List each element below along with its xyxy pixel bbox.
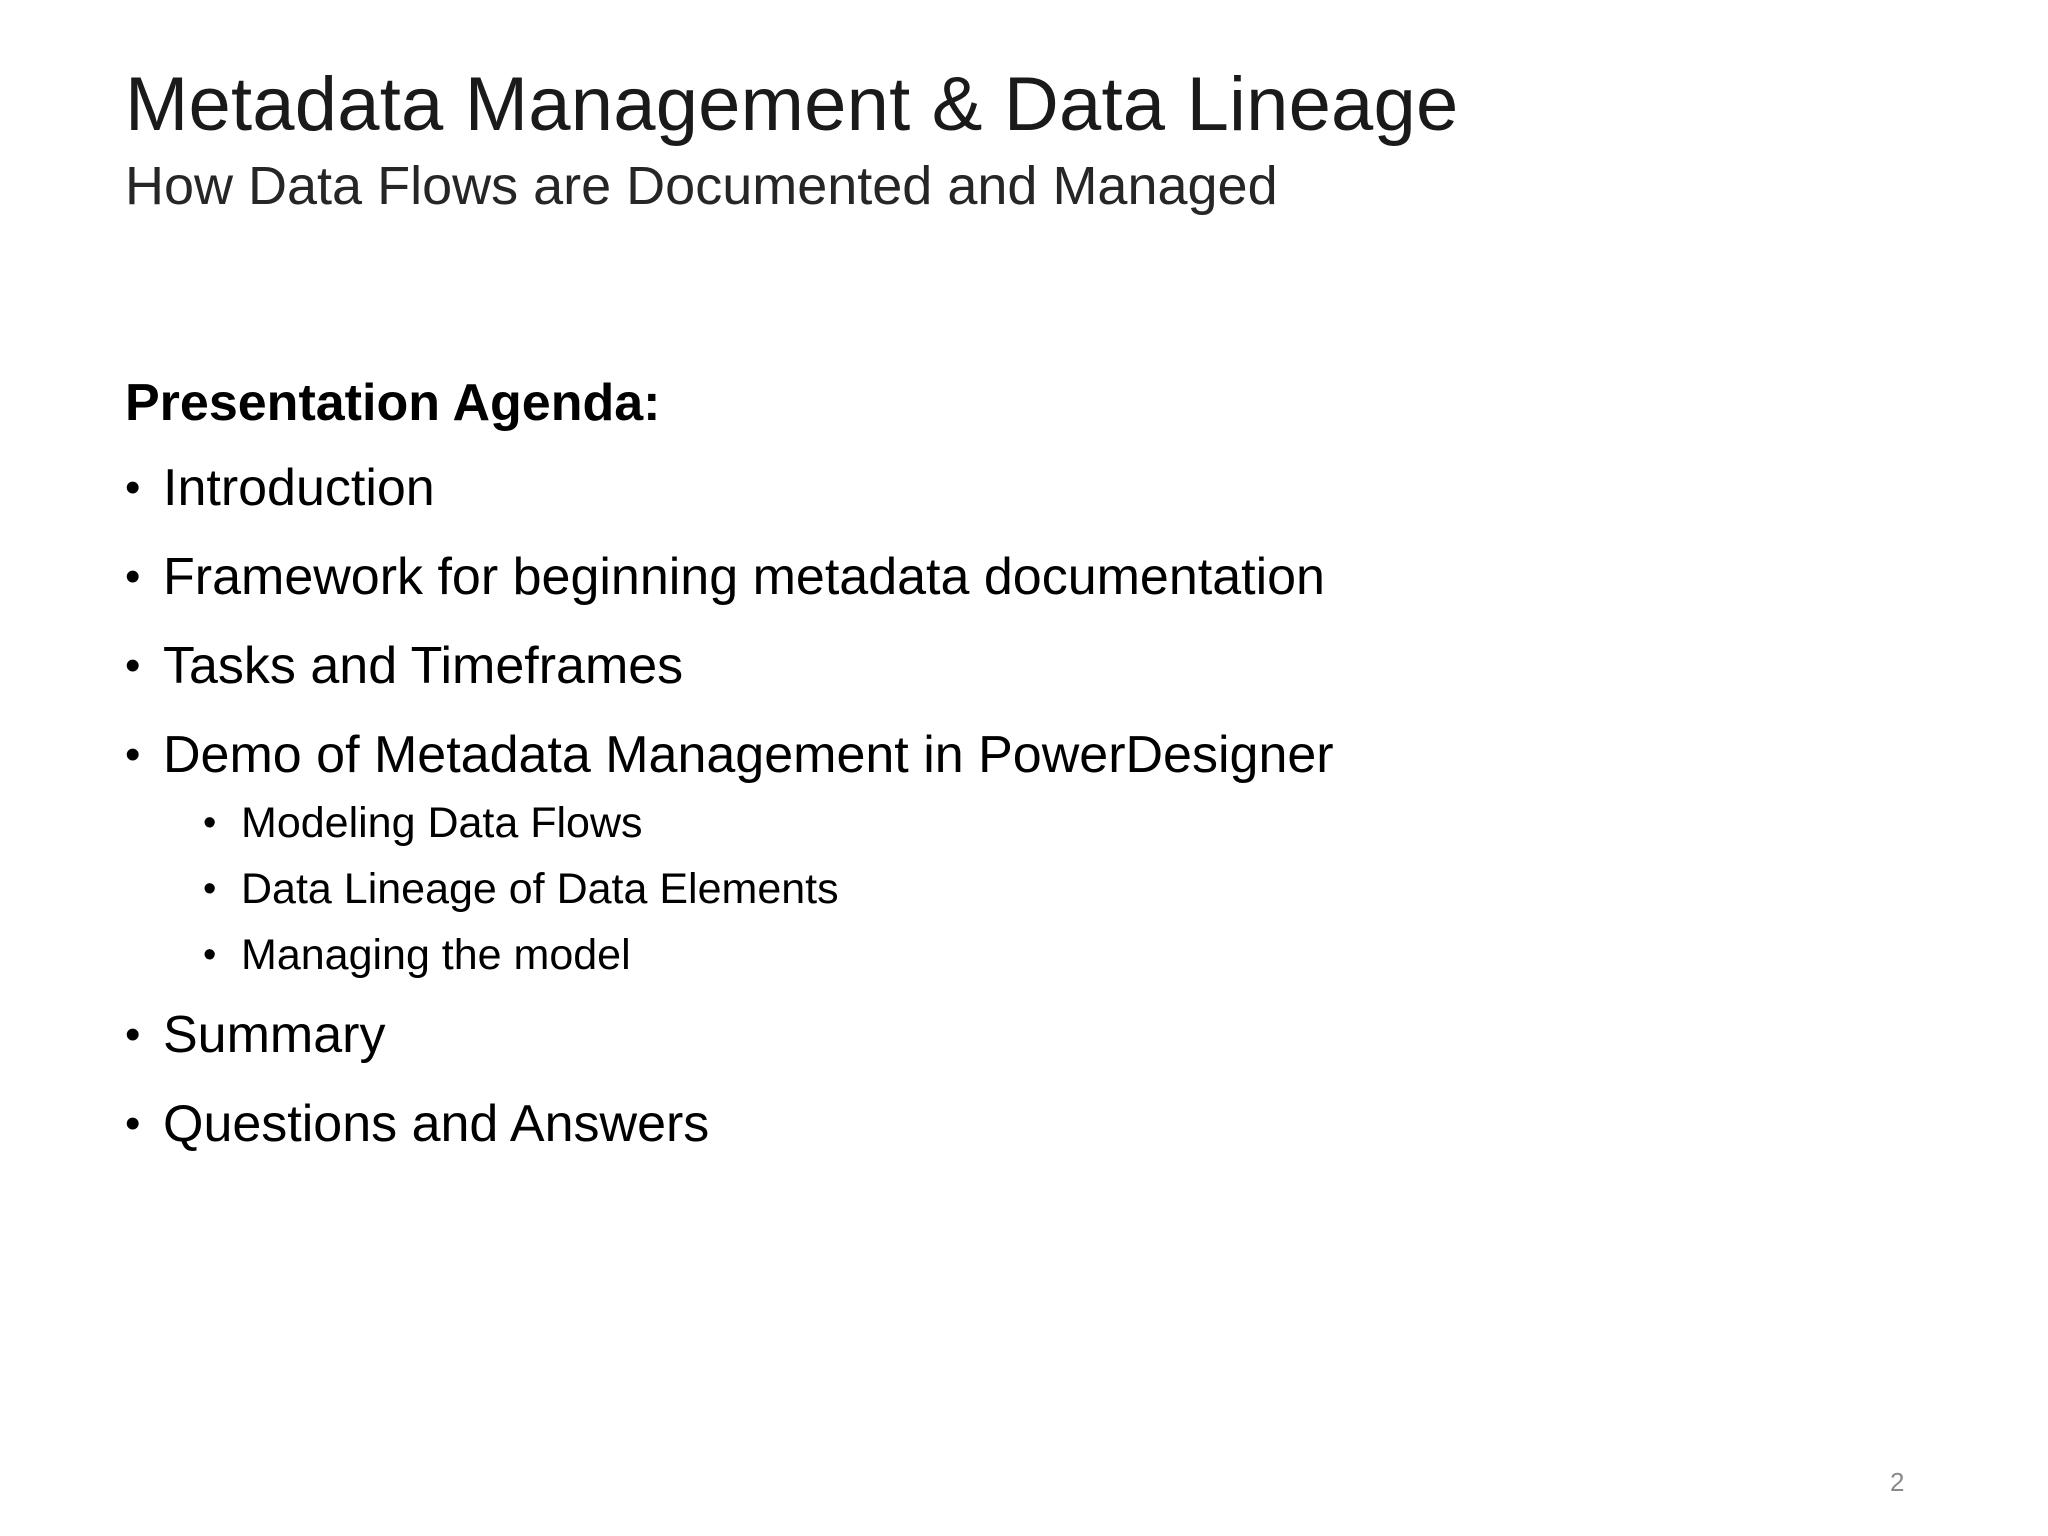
- slide-title: Metadata Management & Data Lineage: [125, 62, 1459, 147]
- agenda-item: [125, 633, 1334, 699]
- agenda-subitem: [125, 790, 1334, 856]
- agenda-item: [125, 722, 1334, 988]
- page-number: 2: [1890, 1467, 1905, 1497]
- agenda-item: [125, 544, 1334, 610]
- agenda-item-label: Introduction: [163, 459, 435, 517]
- agenda-item: [125, 1002, 1334, 1068]
- agenda-item: [125, 1091, 1334, 1157]
- agenda-subitem-label: Managing the model: [241, 931, 631, 979]
- agenda-subitem-label: Modeling Data Flows: [241, 799, 643, 847]
- bullet-icon: •: [125, 730, 141, 779]
- bullet-icon: •: [125, 463, 141, 512]
- bullet-icon: •: [125, 552, 141, 601]
- bullet-icon: •: [203, 868, 217, 910]
- bullet-icon: •: [125, 641, 141, 690]
- agenda-item-label: Demo of Metadata Management in PowerDesigner: [163, 726, 1334, 784]
- agenda-item-label: Tasks and Timeframes: [163, 637, 684, 695]
- agenda-sublist: [125, 790, 1334, 988]
- agenda-list: [125, 455, 1334, 1180]
- agenda-item-label: Questions and Answers: [163, 1095, 710, 1153]
- agenda-item-label: Framework for beginning metadata documentation: [163, 548, 1325, 606]
- slide-subtitle: How Data Flows are Documented and Managed: [125, 156, 1278, 216]
- agenda-item-label: Summary: [163, 1006, 386, 1064]
- agenda-item: [125, 455, 1334, 521]
- bullet-icon: •: [203, 934, 217, 976]
- agenda-subitem-label: Data Lineage of Data Elements: [241, 865, 839, 913]
- bullet-icon: •: [125, 1099, 141, 1148]
- agenda-subitem: [125, 856, 1334, 922]
- bullet-icon: •: [125, 1010, 141, 1059]
- bullet-icon: •: [203, 802, 217, 844]
- agenda-subitem: [125, 922, 1334, 988]
- agenda-heading: Presentation Agenda:: [125, 374, 661, 432]
